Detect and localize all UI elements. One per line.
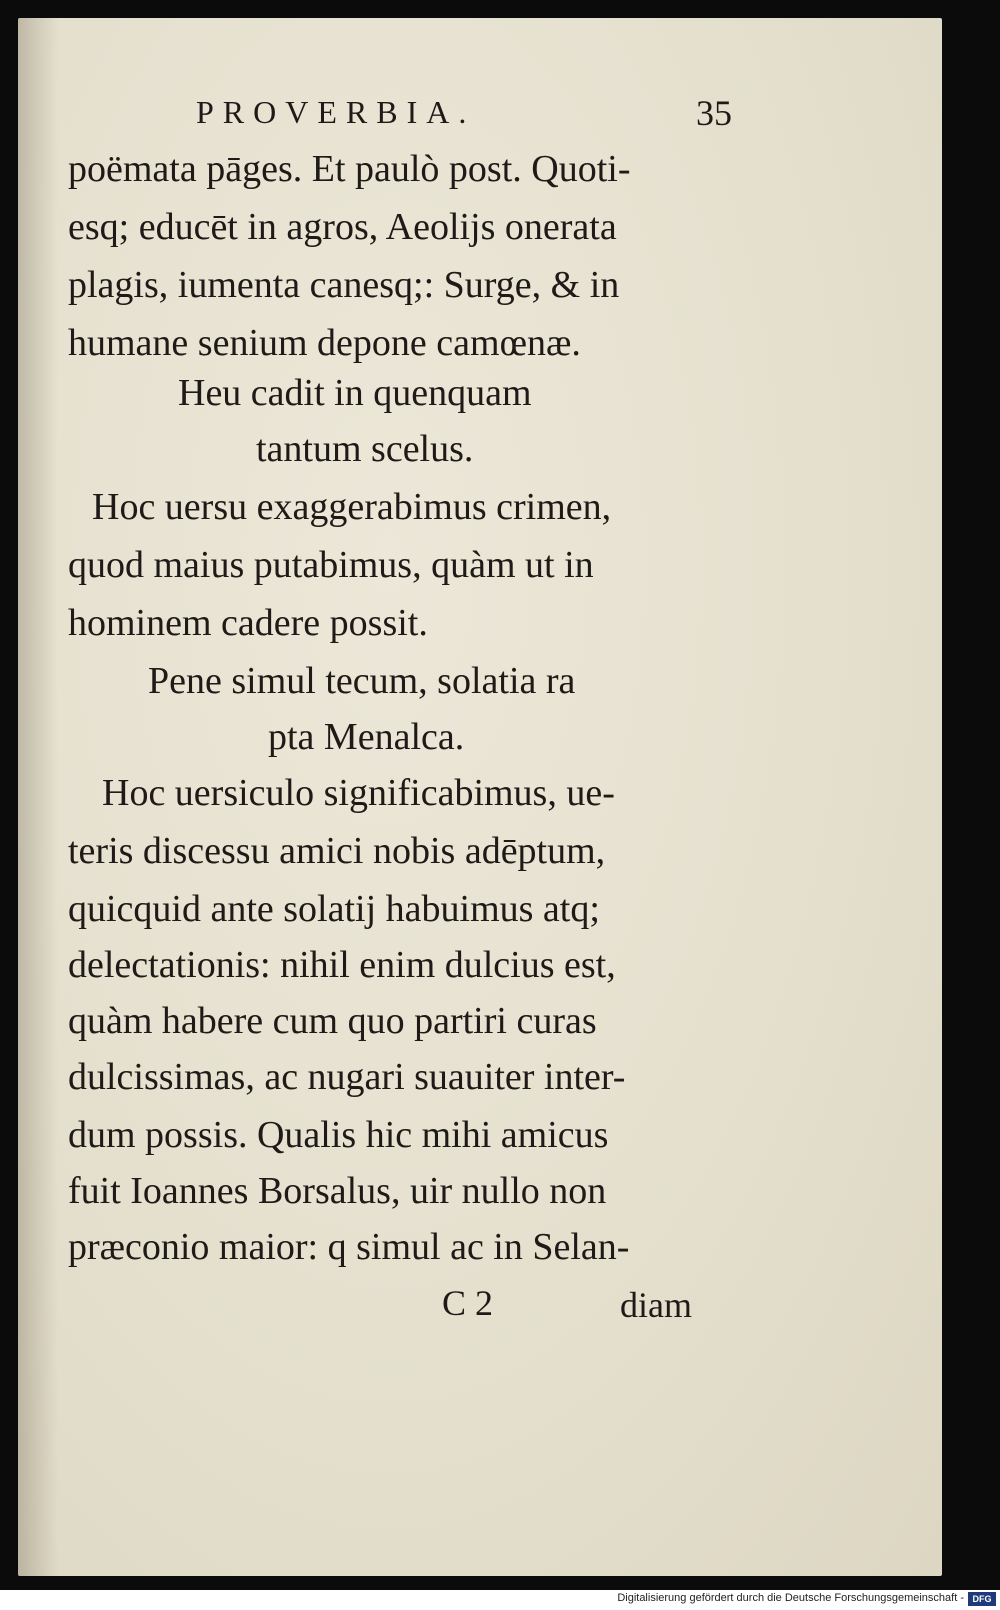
- verse-line: pta Menalca.: [268, 716, 465, 758]
- verse-line: Heu cadit in quenquam: [178, 372, 532, 414]
- verse-line: tantum scelus.: [256, 428, 474, 470]
- text-line: esq; educēt in agros, Aeolijs onerata: [68, 206, 617, 248]
- dfg-logo: DFG: [968, 1592, 996, 1606]
- text-line: humane senium depone camœnæ.: [68, 322, 581, 364]
- text-line: delectationis: nihil enim dulcius est,: [68, 944, 616, 986]
- text-line: dulcissimas, ac nugari suauiter inter-: [68, 1056, 626, 1098]
- verse-line: Pene simul tecum, solatia ra: [148, 660, 576, 702]
- page-number: 35: [696, 93, 732, 133]
- page-text: [18, 18, 942, 1576]
- digitization-credit-text: Digitalisierung gefördert durch die Deutsche Forschungsgemeinschaft -: [617, 1592, 964, 1604]
- text-line: teris discessu amici nobis adēptum,: [68, 830, 606, 872]
- text-line: quicquid ante solatij habuimus atq;: [68, 888, 600, 930]
- catchword: diam: [620, 1285, 692, 1325]
- digitization-credit-bar: [0, 1590, 1000, 1610]
- running-header: PROVERBIA.: [196, 94, 476, 130]
- text-line: dum possis. Qualis hic mihi amicus: [68, 1114, 609, 1156]
- text-line: Hoc uersu exaggerabimus crimen,: [92, 486, 612, 528]
- text-line: Hoc uersiculo significabimus, ue-: [102, 772, 615, 814]
- book-page: [18, 18, 942, 1576]
- signature-mark: C 2: [442, 1283, 494, 1323]
- text-line: fuit Ioannes Borsalus, uir nullo non: [68, 1170, 607, 1212]
- text-line: poëmata pāges. Et paulò post. Quoti-: [68, 148, 631, 190]
- text-line: quod maius putabimus, quàm ut in: [68, 544, 594, 586]
- text-line: quàm habere cum quo partiri curas: [68, 1000, 597, 1042]
- text-line: plagis, iumenta canesq;: Surge, & in: [68, 264, 620, 306]
- text-line: hominem cadere possit.: [68, 602, 428, 644]
- text-line: præconio maior: q simul ac in Selan-: [68, 1226, 630, 1268]
